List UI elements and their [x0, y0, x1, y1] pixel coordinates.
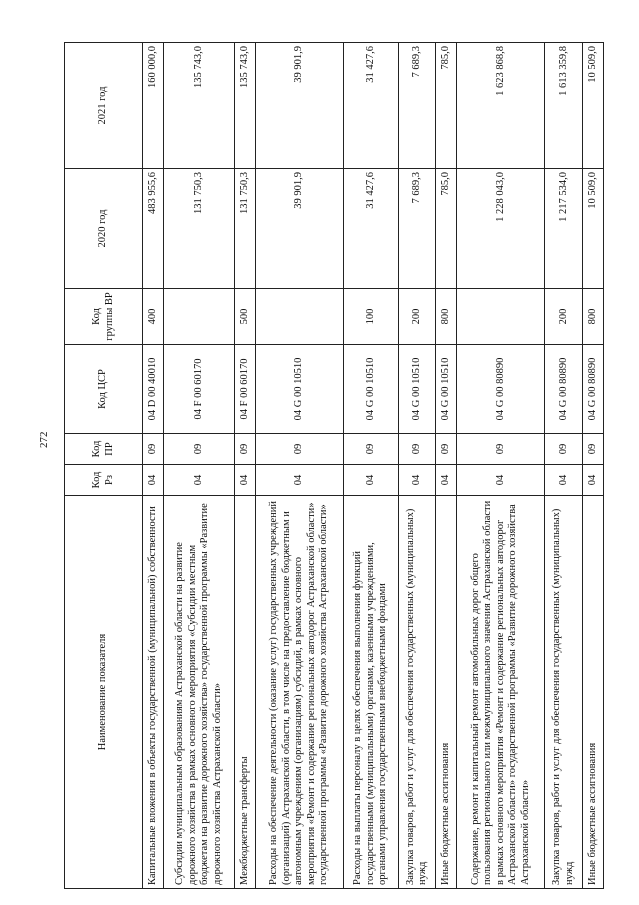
row-pr: 09: [398, 434, 436, 465]
row-rz: 04: [398, 465, 436, 496]
row-vr: [163, 289, 234, 345]
row-2020: 31 427,6: [344, 169, 399, 289]
row-pr: 09: [143, 434, 164, 465]
row-vr: 500: [235, 289, 256, 345]
col-header-2020: 2020 год: [65, 169, 143, 289]
row-csr: 04 G 00 80890: [583, 345, 604, 434]
row-rz: 04: [583, 465, 604, 496]
table-body: [143, 43, 604, 889]
row-pr: 09: [163, 434, 234, 465]
row-csr: 04 G 00 10510: [398, 345, 436, 434]
row-pr: 09: [344, 434, 399, 465]
table-row: [143, 43, 164, 889]
col-header-vr: Код группы ВР: [65, 289, 143, 345]
table-row: [344, 43, 399, 889]
row-vr: 400: [143, 289, 164, 345]
row-vr: 200: [545, 289, 583, 345]
row-2021: 1 623 868,8: [457, 43, 545, 169]
row-name: Расходы на обеспечение деятельности (оказание услуг) государственных учреждений (организаций) Астраханской области, в том числе на предоставление бюджетным и автономным учреждениям (организациям) субсидий, в рамках основного мероприятия «Ремонт и содержание региональных автодорог Астраханской области» государственной программы «Развитие дорожного хозяйства Астраханской области»: [256, 496, 344, 889]
row-rz: 04: [344, 465, 399, 496]
col-header-name: Наименование показателя: [65, 496, 143, 889]
budget-table: [64, 42, 604, 889]
row-2020: 131 750,3: [235, 169, 256, 289]
table-row: [583, 43, 604, 889]
row-vr: 800: [583, 289, 604, 345]
table-header-row: [65, 43, 143, 889]
row-rz: 04: [256, 465, 344, 496]
row-2021: 7 689,3: [398, 43, 436, 169]
row-2021: 160 000,0: [143, 43, 164, 169]
table-row: [398, 43, 436, 889]
row-2021: 785,0: [436, 43, 457, 169]
table-row: [457, 43, 545, 889]
row-2021: 135 743,0: [163, 43, 234, 169]
budget-table-container: [64, 43, 604, 889]
row-name: Субсидии муниципальным образованиям Астраханской области на развитие дорожного хозяйства в рамках основного мероприятия «Субсидии местным бюджетам на развитие дорожного хозяйства» государственной программы «Развитие дорожного хозяйства Астраханской области»: [163, 496, 234, 889]
row-2020: 1 217 534,0: [545, 169, 583, 289]
table-row: [163, 43, 234, 889]
row-2020: 483 955,6: [143, 169, 164, 289]
row-vr: [457, 289, 545, 345]
row-2021: 135 743,0: [235, 43, 256, 169]
row-vr: 100: [344, 289, 399, 345]
row-name: Межбюджетные трансферты: [235, 496, 256, 889]
row-2021: 31 427,6: [344, 43, 399, 169]
row-csr: 04 G 00 10510: [344, 345, 399, 434]
row-name: Закупка товаров, работ и услуг для обеспечения государственных (муниципальных) нужд: [545, 496, 583, 889]
row-csr: 04 F 00 60170: [235, 345, 256, 434]
col-header-rz: Код Рз: [65, 465, 143, 496]
row-rz: 04: [235, 465, 256, 496]
row-pr: 09: [235, 434, 256, 465]
row-name: Иные бюджетные ассигнования: [436, 496, 457, 889]
row-2020: 7 689,3: [398, 169, 436, 289]
row-csr: 04 G 00 80890: [545, 345, 583, 434]
row-name: Капитальные вложения в объекты государственной (муниципальной) собственности: [143, 496, 164, 889]
row-pr: 09: [436, 434, 457, 465]
row-name: Содержание, ремонт и капитальный ремонт автомобильных дорог общего пользования регионального или межмуниципального значения Астраханской области в рамках основного мероприятия «Ремонт и содержание региональных автодорог Астраханской области» государственной программы «Развитие дорожного хозяйства Астраханской области»: [457, 496, 545, 889]
row-rz: 04: [163, 465, 234, 496]
row-rz: 04: [457, 465, 545, 496]
row-2020: 131 750,3: [163, 169, 234, 289]
row-vr: [256, 289, 344, 345]
row-2020: 39 901,9: [256, 169, 344, 289]
table-row: [235, 43, 256, 889]
col-header-pr: Код ПР: [65, 434, 143, 465]
col-header-2021: 2021 год: [65, 43, 143, 169]
row-2021: 10 509,0: [583, 43, 604, 169]
table-row: [436, 43, 457, 889]
table-row: [256, 43, 344, 889]
page-number: 272: [38, 431, 50, 448]
row-vr: 800: [436, 289, 457, 345]
row-name: Закупка товаров, работ и услуг для обеспечения государственных (муниципальных) нужд: [398, 496, 436, 889]
row-2020: 10 509,0: [583, 169, 604, 289]
row-csr: 04 F 00 60170: [163, 345, 234, 434]
row-2021: 39 901,9: [256, 43, 344, 169]
row-name: Иные бюджетные ассигнования: [583, 496, 604, 889]
row-pr: 09: [545, 434, 583, 465]
row-pr: 09: [256, 434, 344, 465]
col-header-csr: Код ЦСР: [65, 345, 143, 434]
table-row: [545, 43, 583, 889]
row-2021: 1 613 359,8: [545, 43, 583, 169]
row-csr: 04 G 00 10510: [436, 345, 457, 434]
row-csr: 04 D 00 40010: [143, 345, 164, 434]
row-name: Расходы на выплаты персоналу в целях обеспечения выполнения функций государственными (муниципальными) органами, казенными учреждениями, органами управления государственными внебюджетными фондами: [344, 496, 399, 889]
row-pr: 09: [583, 434, 604, 465]
row-vr: 200: [398, 289, 436, 345]
row-csr: 04 G 00 80890: [457, 345, 545, 434]
row-2020: 785,0: [436, 169, 457, 289]
row-pr: 09: [457, 434, 545, 465]
row-rz: 04: [545, 465, 583, 496]
row-csr: 04 G 00 10510: [256, 345, 344, 434]
row-rz: 04: [143, 465, 164, 496]
row-2020: 1 228 043,0: [457, 169, 545, 289]
row-rz: 04: [436, 465, 457, 496]
